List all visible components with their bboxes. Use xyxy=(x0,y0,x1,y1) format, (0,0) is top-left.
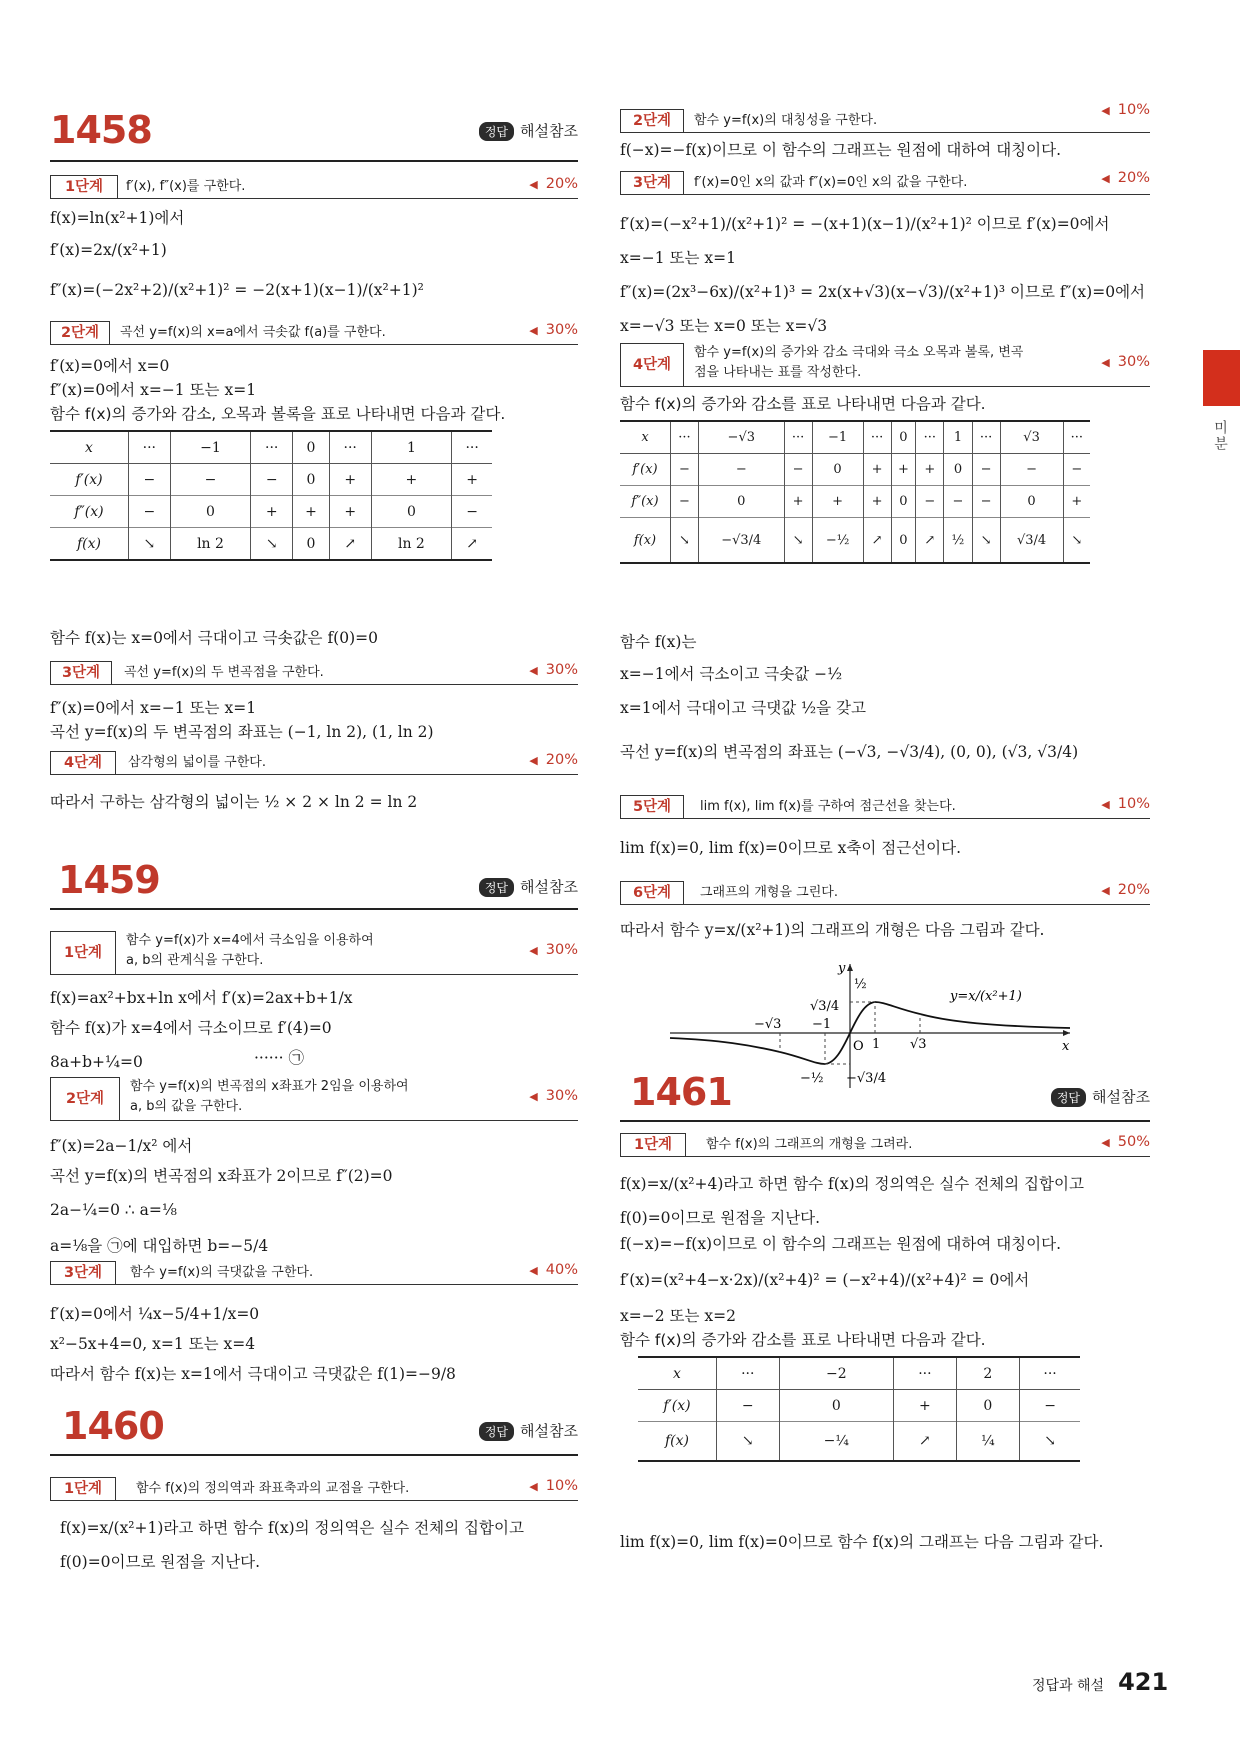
step-percent-value: 30% xyxy=(545,322,578,338)
step-percent xyxy=(529,1088,578,1104)
table-cell: + xyxy=(863,454,891,486)
step-desc: 삼각형의 넓이를 구한다. xyxy=(128,755,266,770)
table-cell: − xyxy=(452,496,492,528)
step-desc: 함수 y=f(x)가 x=4에서 극소임을 이용하여 xyxy=(126,933,374,948)
tick-label: √3/4 xyxy=(810,999,840,1014)
table-cell: 0 xyxy=(812,454,863,486)
text-line: f′(x)=2x/(x²+1) xyxy=(50,241,167,259)
table-cell: 0 xyxy=(891,518,916,564)
triangle-icon: ◀ xyxy=(1101,104,1110,117)
step-desc: 함수 y=f(x)의 변곡점의 x좌표가 2임을 이용하여 xyxy=(130,1079,409,1094)
table-cell: ··· xyxy=(329,431,371,464)
step-percent xyxy=(1101,170,1150,186)
table-cell: ··· xyxy=(784,421,812,454)
table-cell: 0 xyxy=(1000,486,1063,518)
table-cell: + xyxy=(293,496,330,528)
table-cell: − xyxy=(717,1390,780,1422)
answer-ref-1458 xyxy=(479,120,578,141)
answer-tag: 정답 xyxy=(479,122,514,141)
text-line: 함수 f(x)는 x=0에서 극대이고 극솟값은 f(0)=0 xyxy=(50,629,378,647)
text-line: 함수 f(x)의 증가와 감소, 오목과 볼록을 표로 나타내면 다음과 같다. xyxy=(50,405,506,423)
table-cell: − xyxy=(129,496,171,528)
step-desc: f′(x), f″(x)를 구한다. xyxy=(126,179,246,194)
answer-ref-1460 xyxy=(479,1420,578,1441)
origin-label: O xyxy=(853,1039,864,1054)
sign-table-1460 xyxy=(620,420,1090,564)
table-cell: ··· xyxy=(717,1357,780,1390)
table-cell: ··· xyxy=(671,421,699,454)
table-cell: + xyxy=(452,464,492,496)
y-axis-label: y xyxy=(838,961,846,976)
table-cell: + xyxy=(863,486,891,518)
table-cell: −√3/4 xyxy=(698,518,784,564)
text-line: f″(x)=(−2x²+2)/(x²+1)² = −2(x+1)(x−1)/(x²+1)² xyxy=(50,281,424,299)
text-line: ······ ㉠ xyxy=(254,1049,304,1067)
step-percent-value: 40% xyxy=(545,1262,578,1278)
text-line: 곡선 y=f(x)의 두 변곡점의 좌표는 (−1, ln 2), (1, ln 2) xyxy=(50,723,434,741)
text-line: f″(x)=0에서 x=−1 또는 x=1 xyxy=(50,699,257,717)
table-cell: x xyxy=(50,431,129,464)
table-cell: ↘ xyxy=(784,518,812,564)
text-line: a=⅛을 ㉠에 대입하면 b=−5/4 xyxy=(50,1237,269,1255)
text-line: 함수 f(x)는 xyxy=(620,633,697,651)
step-percent-value: 10% xyxy=(545,1478,578,1494)
step-label: 1단계 xyxy=(620,1133,686,1156)
answer-ref-text: 해설참조 xyxy=(520,122,578,140)
tick-label: 1 xyxy=(872,1037,881,1052)
step-percent-value: 30% xyxy=(545,942,578,958)
text-line: 곡선 y=f(x)의 변곡점의 x좌표가 2이므로 f″(2)=0 xyxy=(50,1167,393,1185)
step-desc: 함수 f(x)의 그래프의 개형을 그려라. xyxy=(706,1137,913,1152)
step-row xyxy=(50,750,578,775)
triangle-icon: ◀ xyxy=(529,324,538,337)
step-label: 4단계 xyxy=(620,343,684,386)
table-cell: f′(x) xyxy=(620,454,671,486)
step-label: 3단계 xyxy=(50,1261,116,1284)
table-cell: ··· xyxy=(894,1357,957,1390)
tick-label: −½ xyxy=(800,1071,824,1086)
step-desc: lim f(x), lim f(x)를 구하여 점근선을 찾는다. xyxy=(700,799,956,814)
step-row xyxy=(620,170,1150,195)
text-line: x=−√3 또는 x=0 또는 x=√3 xyxy=(620,317,828,335)
triangle-icon: ◀ xyxy=(529,944,538,957)
text-line: f′(x)=(x²+4−x·2x)/(x²+4)² = (−x²+4)/(x²+4)² = 0에서 xyxy=(620,1271,1030,1289)
step-row xyxy=(50,1476,578,1501)
text-line: lim f(x)=0, lim f(x)=0이므로 함수 f(x)의 그래프는 다음 그림과 같다. xyxy=(620,1533,1104,1551)
table-cell: ↗ xyxy=(916,518,944,564)
table-cell: 1 xyxy=(371,431,452,464)
text-line: x=−1에서 극소이고 극솟값 −½ xyxy=(620,665,843,683)
step-label: 5단계 xyxy=(620,795,684,818)
text-line: 2a−¼=0 ∴ a=⅛ xyxy=(50,1201,177,1219)
text-line: f″(x)=(2x³−6x)/(x²+1)³ = 2x(x+√3)(x−√3)/(x²+1)³ 이므로 f″(x)=0에서 xyxy=(620,283,1146,301)
step-percent xyxy=(529,176,578,192)
text-line: f(−x)=−f(x)이므로 이 함수의 그래프는 원점에 대하여 대칭이다. xyxy=(620,141,1062,159)
step-desc: 함수 y=f(x)의 극댓값을 구한다. xyxy=(130,1265,314,1280)
table-cell: ··· xyxy=(1063,421,1090,454)
table-cell: −2 xyxy=(779,1357,894,1390)
step-percent xyxy=(1101,882,1150,898)
header-rule xyxy=(50,1454,578,1456)
page-number: 421 xyxy=(1118,1668,1169,1696)
step-percent-value: 10% xyxy=(1117,796,1150,812)
step-percent-value: 30% xyxy=(1117,354,1150,370)
step-desc: 점을 나타내는 표를 작성한다. xyxy=(694,365,862,380)
step-row xyxy=(620,880,1150,905)
triangle-icon: ◀ xyxy=(529,1480,538,1493)
table-cell: + xyxy=(329,496,371,528)
text-line: lim f(x)=0, lim f(x)=0이므로 x축이 점근선이다. xyxy=(620,839,962,857)
step-percent xyxy=(529,1478,578,1494)
table-cell: ··· xyxy=(972,421,1000,454)
table-cell: − xyxy=(1063,454,1090,486)
table-cell: − xyxy=(671,486,699,518)
step-label: 1단계 xyxy=(50,175,118,198)
table-cell: ln 2 xyxy=(170,528,251,561)
table-cell: + xyxy=(784,486,812,518)
step-row xyxy=(50,930,578,975)
table-cell: 0 xyxy=(293,431,330,464)
table-cell: ↘ xyxy=(129,528,171,561)
table-cell: f′(x) xyxy=(638,1390,717,1422)
table-cell: 0 xyxy=(779,1390,894,1422)
step-desc: 곡선 y=f(x)의 x=a에서 극솟값 f(a)를 구한다. xyxy=(120,325,386,340)
step-row xyxy=(50,660,578,685)
step-row xyxy=(50,174,578,199)
tick-label: √3 xyxy=(910,1037,927,1052)
arrow-icon xyxy=(847,964,853,971)
table-cell: ↘ xyxy=(1020,1422,1080,1462)
answer-ref-1459 xyxy=(479,876,578,897)
table-cell: + xyxy=(812,486,863,518)
text-line: f(0)=0이므로 원점을 지난다. xyxy=(60,1553,261,1571)
triangle-icon: ◀ xyxy=(529,664,538,677)
table-cell: − xyxy=(972,454,1000,486)
step-label: 4단계 xyxy=(50,751,116,774)
text-line: 함수 f(x)가 x=4에서 극소이므로 f′(4)=0 xyxy=(50,1019,332,1037)
table-cell: ↘ xyxy=(671,518,699,564)
table-cell: √3/4 xyxy=(1000,518,1063,564)
step-label: 3단계 xyxy=(50,661,112,684)
table-cell: x xyxy=(638,1357,717,1390)
header-rule xyxy=(620,1120,1150,1122)
step-row xyxy=(620,794,1150,819)
text-line: f(x)=x/(x²+1)라고 하면 함수 f(x)의 정의역은 실수 전체의 집합이고 xyxy=(60,1519,524,1537)
table-cell: ··· xyxy=(452,431,492,464)
table-cell: − xyxy=(1000,454,1063,486)
x-axis-label: x xyxy=(1062,1039,1070,1054)
table-cell: ··· xyxy=(129,431,171,464)
chapter-tab-label: 미분 xyxy=(1212,420,1228,452)
footer-label: 정답과 해설 xyxy=(1032,1678,1105,1694)
step-desc: f′(x)=0인 x의 값과 f″(x)=0인 x의 값을 구한다. xyxy=(694,175,968,190)
step-desc: 그래프의 개형을 그린다. xyxy=(700,885,838,900)
step-percent xyxy=(529,322,578,338)
answer-ref-text: 해설참조 xyxy=(520,878,578,896)
step-percent-value: 20% xyxy=(1117,882,1150,898)
step-row xyxy=(620,102,1150,133)
step-label: 1단계 xyxy=(50,931,116,974)
table-cell: + xyxy=(371,464,452,496)
text-line: 8a+b+¼=0 xyxy=(50,1053,143,1071)
table-cell: − xyxy=(1020,1390,1080,1422)
step-label: 2단계 xyxy=(50,1077,120,1120)
table-cell: + xyxy=(1063,486,1090,518)
text-line: x=−1 또는 x=1 xyxy=(620,249,736,267)
table-cell: − xyxy=(972,486,1000,518)
step-percent-value: 20% xyxy=(545,176,578,192)
table-cell: ··· xyxy=(1020,1357,1080,1390)
tick-label: −1 xyxy=(812,1017,832,1032)
triangle-icon: ◀ xyxy=(1101,172,1110,185)
arrow-icon xyxy=(1063,1030,1070,1036)
chapter-tab xyxy=(1203,350,1240,406)
table-cell: − xyxy=(944,486,972,518)
table-cell: − xyxy=(784,454,812,486)
step-row xyxy=(620,1132,1150,1157)
table-cell: − xyxy=(170,464,251,496)
table-cell: + xyxy=(329,464,371,496)
table-cell: ¼ xyxy=(956,1422,1019,1462)
table-cell: f(x) xyxy=(638,1422,717,1462)
step-percent xyxy=(529,662,578,678)
table-cell: ↗ xyxy=(894,1422,957,1462)
step-percent xyxy=(529,942,578,958)
step-row xyxy=(50,320,578,345)
text-line: 함수 f(x)의 증가와 감소를 표로 나타내면 다음과 같다. xyxy=(620,395,986,413)
answer-ref-text: 해설참조 xyxy=(520,1422,578,1440)
answer-tag: 정답 xyxy=(479,878,514,897)
text-line: x=−2 또는 x=2 xyxy=(620,1307,736,1325)
table-cell: ··· xyxy=(863,421,891,454)
problem-number-1458: 1458 xyxy=(50,108,152,152)
table-cell: + xyxy=(916,454,944,486)
table-cell: 0 xyxy=(698,486,784,518)
step-percent xyxy=(529,1262,578,1278)
problem-number-1459: 1459 xyxy=(58,858,160,902)
step-row xyxy=(50,1260,578,1285)
triangle-icon: ◀ xyxy=(529,754,538,767)
step-row xyxy=(620,342,1150,387)
table-cell: ↗ xyxy=(329,528,371,561)
table-cell: f′(x) xyxy=(50,464,129,496)
table-cell: ln 2 xyxy=(371,528,452,561)
table-cell: − xyxy=(129,464,171,496)
tick-label: −√3 xyxy=(754,1017,782,1032)
text-line: x=1에서 극대이고 극댓값 ½을 갖고 xyxy=(620,699,866,717)
table-cell: ··· xyxy=(251,431,293,464)
step-label: 2단계 xyxy=(620,109,684,132)
table-cell: x xyxy=(620,421,671,454)
table-cell: −1 xyxy=(170,431,251,464)
problem-number-1461: 1461 xyxy=(630,1070,732,1114)
table-cell: 0 xyxy=(293,528,330,561)
step-percent-value: 30% xyxy=(545,1088,578,1104)
step-desc: a, b의 관계식을 구한다. xyxy=(126,953,264,968)
table-cell: ↘ xyxy=(251,528,293,561)
problem-number-1460: 1460 xyxy=(62,1404,164,1448)
step-percent xyxy=(1101,796,1150,812)
text-line: f(x)=ln(x²+1)에서 xyxy=(50,209,185,227)
table-cell: + xyxy=(894,1390,957,1422)
step-row xyxy=(50,1076,578,1121)
step-label: 6단계 xyxy=(620,881,684,904)
step-desc: 함수 y=f(x)의 대칭성을 구한다. xyxy=(694,113,878,128)
table-cell: 1 xyxy=(944,421,972,454)
step-desc: 곡선 y=f(x)의 두 변곡점을 구한다. xyxy=(124,665,324,680)
step-desc: 함수 y=f(x)의 증가와 감소 극대와 극소 오목과 볼록, 변곡 xyxy=(694,345,1024,360)
text-line: 따라서 함수 y=x/(x²+1)의 그래프의 개형은 다음 그림과 같다. xyxy=(620,921,1045,939)
step-percent-value: 10% xyxy=(1117,102,1150,118)
text-line: f′(x)=0에서 x=0 xyxy=(50,357,170,375)
table-cell: 0 xyxy=(293,464,330,496)
sign-table-1458 xyxy=(50,430,492,561)
triangle-icon: ◀ xyxy=(1101,798,1110,811)
table-cell: ↘ xyxy=(972,518,1000,564)
triangle-icon: ◀ xyxy=(529,1090,538,1103)
table-cell: ½ xyxy=(944,518,972,564)
table-cell: ↗ xyxy=(452,528,492,561)
triangle-icon: ◀ xyxy=(1101,884,1110,897)
triangle-icon: ◀ xyxy=(1101,356,1110,369)
sign-table-1461 xyxy=(638,1356,1080,1462)
table-cell: f″(x) xyxy=(620,486,671,518)
answer-ref-1461 xyxy=(1051,1086,1150,1107)
table-cell: − xyxy=(698,454,784,486)
table-cell: f″(x) xyxy=(50,496,129,528)
table-cell: 2 xyxy=(956,1357,1019,1390)
text-line: f(x)=x/(x²+4)라고 하면 함수 f(x)의 정의역은 실수 전체의 집합이고 xyxy=(620,1175,1084,1193)
triangle-icon: ◀ xyxy=(529,1264,538,1277)
table-cell: f(x) xyxy=(620,518,671,564)
table-cell: 0 xyxy=(170,496,251,528)
step-label: 3단계 xyxy=(620,171,684,194)
text-line: 함수 f(x)의 증가와 감소를 표로 나타내면 다음과 같다. xyxy=(620,1331,986,1349)
table-cell: 0 xyxy=(891,486,916,518)
step-percent xyxy=(529,752,578,768)
tick-label: −√3/4 xyxy=(846,1071,887,1086)
text-line: 곡선 y=f(x)의 변곡점의 좌표는 (−√3, −√3/4), (0, 0), (√3, √3/4) xyxy=(620,743,1079,761)
text-line: f″(x)=2a−1/x² 에서 xyxy=(50,1137,193,1155)
curve-label: y=x/(x²+1) xyxy=(950,989,1022,1004)
text-line: x²−5x+4=0, x=1 또는 x=4 xyxy=(50,1335,256,1353)
step-percent xyxy=(1101,354,1150,370)
table-cell: 0 xyxy=(891,421,916,454)
answer-ref-text: 해설참조 xyxy=(1092,1088,1150,1106)
step-percent xyxy=(1101,102,1150,118)
table-cell: ↘ xyxy=(1063,518,1090,564)
step-percent-value: 30% xyxy=(545,662,578,678)
text-line: f″(x)=0에서 x=−1 또는 x=1 xyxy=(50,381,257,399)
text-line: f′(x)=0에서 ¼x−5/4+1/x=0 xyxy=(50,1305,260,1323)
text-line: f′(x)=(−x²+1)/(x²+1)² = −(x+1)(x−1)/(x²+1)² 이므로 f′(x)=0에서 xyxy=(620,215,1110,233)
table-cell: ↘ xyxy=(717,1422,780,1462)
text-line: f(0)=0이므로 원점을 지난다. xyxy=(620,1209,821,1227)
text-line: 따라서 함수 f(x)는 x=1에서 극대이고 극댓값은 f(1)=−9/8 xyxy=(50,1365,456,1383)
step-label: 1단계 xyxy=(50,1477,116,1500)
step-label: 2단계 xyxy=(50,321,110,344)
step-percent-value: 20% xyxy=(1117,170,1150,186)
table-cell: −¼ xyxy=(779,1422,894,1462)
triangle-icon: ◀ xyxy=(529,178,538,191)
step-percent-value: 20% xyxy=(545,752,578,768)
step-desc: a, b의 값을 구한다. xyxy=(130,1099,243,1114)
step-percent-value: 50% xyxy=(1117,1134,1150,1150)
table-cell: − xyxy=(251,464,293,496)
text-line: 따라서 구하는 삼각형의 넓이는 ½ × 2 × ln 2 = ln 2 xyxy=(50,793,418,811)
triangle-icon: ◀ xyxy=(1101,1136,1110,1149)
table-cell: + xyxy=(251,496,293,528)
answer-tag: 정답 xyxy=(1051,1088,1086,1107)
tick-label: ½ xyxy=(854,977,867,992)
table-cell: f(x) xyxy=(50,528,129,561)
step-desc: 함수 f(x)의 정의역과 좌표축과의 교점을 구한다. xyxy=(136,1481,410,1496)
table-cell: + xyxy=(891,454,916,486)
table-cell: − xyxy=(916,486,944,518)
table-cell: 0 xyxy=(956,1390,1019,1422)
text-line: f(−x)=−f(x)이므로 이 함수의 그래프는 원점에 대하여 대칭이다. xyxy=(620,1235,1062,1253)
table-cell: ↗ xyxy=(863,518,891,564)
page-footer xyxy=(1032,1668,1168,1696)
table-cell: −√3 xyxy=(698,421,784,454)
table-cell: √3 xyxy=(1000,421,1063,454)
table-cell: ··· xyxy=(916,421,944,454)
table-cell: −½ xyxy=(812,518,863,564)
header-rule xyxy=(50,908,578,910)
table-cell: 0 xyxy=(371,496,452,528)
table-cell: − xyxy=(671,454,699,486)
step-percent xyxy=(1101,1134,1150,1150)
table-cell: −1 xyxy=(812,421,863,454)
header-rule xyxy=(50,160,578,162)
text-line: f(x)=ax²+bx+ln x에서 f′(x)=2ax+b+1/x xyxy=(50,989,353,1007)
table-cell: 0 xyxy=(944,454,972,486)
answer-tag: 정답 xyxy=(479,1422,514,1441)
